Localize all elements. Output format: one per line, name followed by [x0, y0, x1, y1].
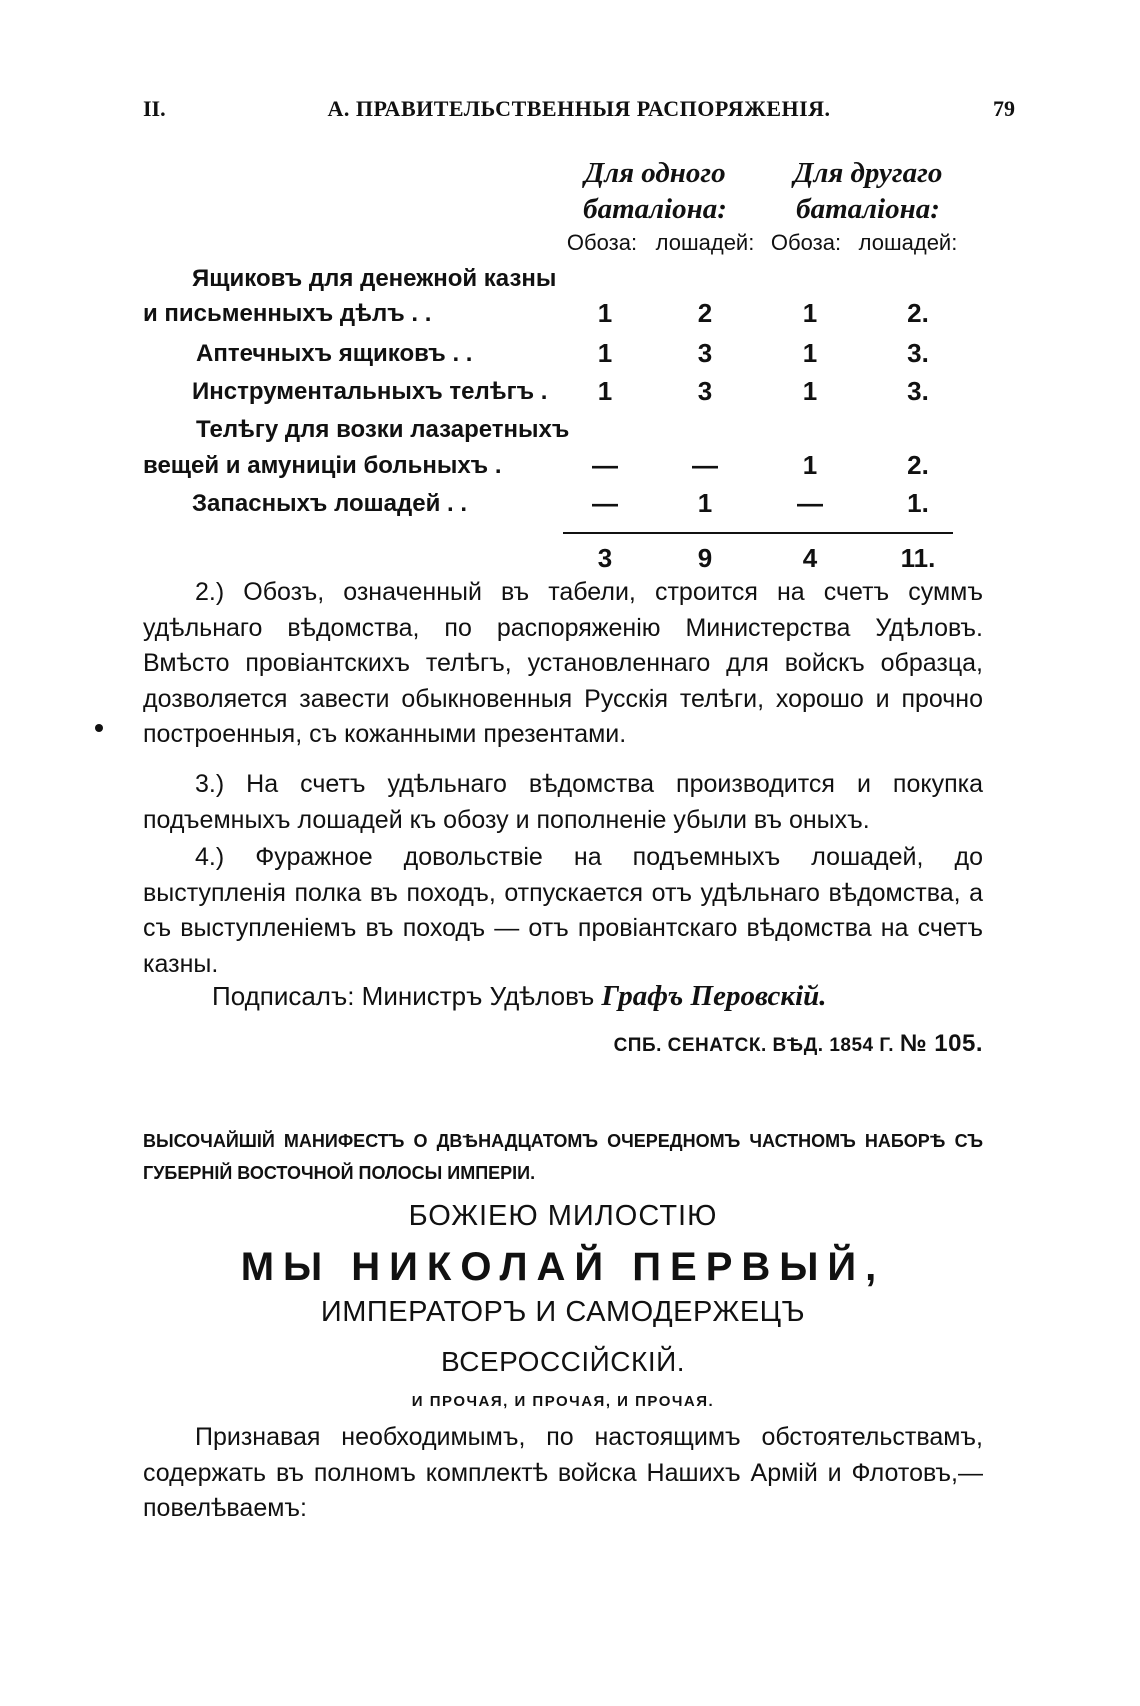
table-cell: 2 — [697, 298, 713, 328]
column-group-header — [560, 155, 750, 227]
table-cell: 3 — [697, 376, 713, 406]
manifest-title: ВЫСОЧАЙШІЙ МАНИФЕСТЪ О ДВѢНАДЦАТОМЪ ОЧЕРЕДНОМЪ ЧАСТНОМЪ НАБОРѢ СЪ ГУБЕРНІЙ ВОСТОЧНОЙ ПОЛОСЫ ИМПЕРІИ. — [143, 1131, 983, 1183]
column-group-title: Для одного — [584, 157, 726, 189]
source-citation — [614, 1030, 983, 1058]
section-number: II. — [143, 96, 166, 121]
manifest-line: ВСЕРОССІЙСКІЙ. — [440, 1346, 686, 1377]
row-label: Телѣгу для возки лазаретныхъ — [196, 416, 570, 443]
running-head — [143, 96, 1015, 126]
table-cell: 3. — [907, 338, 929, 368]
table-cell: 1 — [597, 376, 613, 406]
column-header: Обоза: — [770, 230, 842, 255]
table-cell: 1 — [802, 450, 818, 480]
section-title: А. ПРАВИТЕЛЬСТВЕННЫЯ РАСПОРЯЖЕНІЯ. — [327, 96, 831, 121]
row-label: Ящиковъ для денежной казны — [192, 265, 557, 292]
page-number: 79 — [993, 96, 1015, 121]
column-header: лошадей: — [655, 230, 755, 255]
table-cell: — — [692, 450, 718, 480]
emperor-name: МЫ НИКОЛАЙ ПЕРВЫЙ, — [240, 1245, 886, 1289]
column-group-header — [768, 155, 968, 227]
column-group-title: Для другаго — [793, 157, 943, 189]
table-cell: 3 — [697, 338, 713, 368]
total-cell: 9 — [697, 543, 713, 573]
column-group-subtitle: баталіона: — [796, 193, 940, 225]
total-cell: 3 — [597, 543, 613, 573]
row-label: Аптечныхъ ящиковъ . . — [196, 340, 473, 367]
column-group-subtitle: баталіона: — [583, 193, 727, 225]
ink-speck — [95, 724, 103, 732]
source-text: СПБ. СЕНАТСК. ВѢД. 1854 Г. — [613, 1035, 895, 1056]
row-label: Запасныхъ лошадей . . — [192, 490, 468, 517]
table-cell: 1 — [802, 376, 818, 406]
manifest-line: ИМПЕРАТОРЪ И САМОДЕРЖЕЦЪ — [320, 1296, 806, 1328]
table-cell: 1. — [907, 488, 929, 518]
total-cell: 11. — [900, 543, 936, 573]
paragraph: 2.) Обозъ, означенный въ табели, строится на счетъ суммъ удѣльнаго вѣдомства, по распоряженію Министерства Удѣловъ. Вмѣсто провіантскихъ телѣгъ, установленнаго для войскъ образца, дозволяется завести обыкновенныя Русскія телѣги, хорошо и прочно построенныя, съ кожанными презентами. — [143, 578, 983, 748]
table-cell: 2. — [907, 450, 929, 480]
table-cell: 2. — [907, 298, 929, 328]
table-cell: 1 — [802, 298, 818, 328]
table-cell: 3. — [907, 376, 929, 406]
paragraph: 3.) На счетъ удѣльнаго вѣдомства производится и покупка подъемныхъ лошадей къ обозу и пополненіе убыли въ оныхъ. — [143, 770, 983, 834]
manifest-body: Признавая необходимымъ, по настоящимъ обстоятельствамъ, содержать въ полномъ комплектѣ войска Нашихъ Армій и Флотовъ,—повелѣваемъ: — [143, 1423, 983, 1522]
row-label: вещей и амуниціи больныхъ . — [143, 452, 502, 479]
paragraph: 4.) Фуражное довольствіе на подъемныхъ лошадей, до выступленія полка въ походъ, отпускается отъ удѣльнаго вѣдомства, а съ выступленіемъ въ походъ — отъ провіантскаго вѣдомства на счетъ казны. — [143, 843, 983, 978]
table-cell: — — [592, 488, 618, 518]
table-cell: 1 — [697, 488, 713, 518]
totals-rule — [563, 532, 953, 534]
signature-name: Графъ Перовскій. — [601, 980, 827, 1012]
column-header: лошадей: — [858, 230, 958, 255]
table-cell: 1 — [597, 298, 613, 328]
signature-prefix: Подписалъ: Министръ Удѣловъ — [212, 981, 595, 1011]
table-cell: 1 — [597, 338, 613, 368]
table-cell: — — [592, 450, 618, 480]
manifest-line: И ПРОЧАЯ, И ПРОЧАЯ, И ПРОЧАЯ. — [411, 1393, 715, 1410]
signature-line — [212, 980, 827, 1013]
source-number: № 105. — [899, 1030, 983, 1057]
row-label: и письменныхъ дѣлъ . . — [143, 300, 432, 327]
table-cell: — — [797, 488, 823, 518]
total-cell: 4 — [802, 543, 818, 573]
row-label: Инструментальныхъ телѣгъ . — [192, 378, 548, 405]
table-cell: 1 — [802, 338, 818, 368]
manifest-line: БОЖІЕЮ МИЛОСТІЮ — [408, 1200, 718, 1232]
column-header: Обоза: — [566, 230, 638, 255]
